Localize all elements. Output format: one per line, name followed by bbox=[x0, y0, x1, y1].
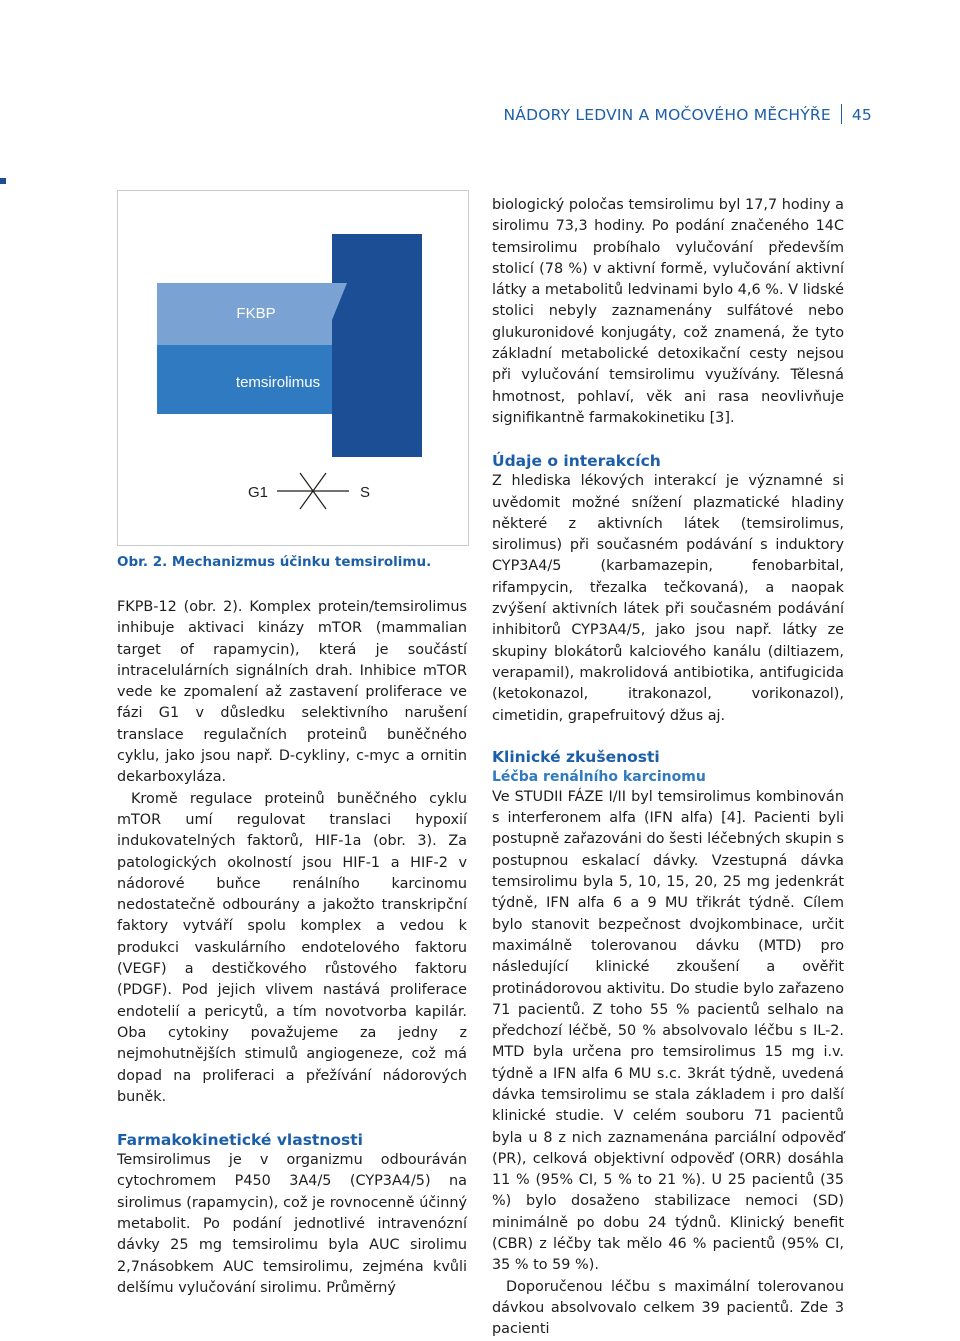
hif-paragraph: Kromě regulace proteinů buněčného cyklu mTOR umí regulovat translaci hypoxií indukovatelných faktorů, HIF-1a (obr. 3). Za patologických okolností jsou HIF-1 a HIF-2 v nádorové buňce renálního karcinomu nedostatečně odbourány a jakožto transkripční faktory vytváří spolu komplex a vedou k produkci vaskulárního endotelového faktoru (VEGF) a destičkového růstového faktoru (PDGF). Pod jejich vlivem nastává proliferace endotelií a pericytů, a tím novotvorba kapilár. Oba cytokiny považujeme za jedny z nejmohutnějších stimulů angiogeneze, což má dopad na proliferaci a přežívání nádorových buněk. bbox=[117, 790, 467, 1105]
drug-label: temsirolimus bbox=[235, 374, 321, 391]
interactions-heading: Údaje o interakcích bbox=[492, 452, 661, 471]
mechanism-diagram bbox=[117, 190, 469, 546]
rcc-subheading: Léčba renálního karcinomu bbox=[492, 768, 706, 785]
right-column bbox=[492, 195, 844, 1341]
g1-label: G1 bbox=[247, 484, 269, 501]
journal-section-title: NÁDORY LEDVIN A MOČOVÉHO MĚCHÝŘE bbox=[503, 106, 831, 124]
clinical-heading: Klinické zkušenosti bbox=[492, 747, 660, 766]
s-label: S bbox=[359, 484, 371, 501]
edge-mark bbox=[0, 178, 6, 184]
header-divider bbox=[841, 104, 842, 124]
left-column bbox=[117, 597, 467, 1299]
pharmacokinetics-paragraph: Temsirolimus je v organizmu odbouráván cytochromem P450 3A4/5 (CYP3A4/5) na sirolimus (rapamycin), což je rovnocenně účinný metabolit. Po podání jednotlivé intravenózní dávky 25 mg temsirolimu byla AUC sirolimu 2,7násobkem AUC temsirolimu, zejména kvůli delšímu vylučování sirolimu. Průměrný bbox=[117, 1152, 467, 1296]
page-number: 45 bbox=[851, 106, 872, 124]
mechanism-paragraph: FKPB-12 (obr. 2). Komplex protein/temsirolimus inhibuje aktivaci kinázy mTOR (mammalian target of rapamycin), která je součástí intracelulárních signálních drah. Inhibice mTOR vede ke zpomalení až zastavení proliferace ve fázi G1 v důsledku selektivního narušení translace regulačních proteinů buněčného cyklu, jako jsou např. D-cykliny, c-myc a ornitin dekarboxyláza. bbox=[117, 599, 467, 786]
running-header bbox=[503, 104, 872, 124]
recommended-dose-paragraph: Doporučenou léčbu s maximální tolerovanou dávkou absolvovalo celkem 39 pacientů. Zde 3 pacienti bbox=[492, 1278, 844, 1338]
fkbp-label: FKBP bbox=[236, 305, 276, 322]
tor-label: TOR bbox=[362, 261, 398, 280]
page-edge-strip bbox=[0, 0, 8, 1329]
interactions-paragraph: Z hlediska lékových interakcí je významné si uvědomit možné snížení plazmatické hladiny některé z aktivních látek (temsirolimus, sirolimus) při současném podávání s induktory CYP3A4/5 (karbamazepin, fenobarbital, rifampycin, třezalka tečkovaná), a naopak zvýšení aktivních látek při současném podávání inhibitorů CYP3A4/5, jako jsou např. látky ze skupiny blokátorů kalciového kanálu (diltiazem, verapamil), makrolidová antibiotika, antifugicida (ketokonazol, itrakonazol, vorikonazol), cimetidin, grapefruitový džus aj. bbox=[492, 473, 844, 724]
half-life-paragraph: biologický poločas temsirolimu byl 17,7 hodiny a sirolimu 73,3 hodiny. Po podání značeného 14C temsirolimu probíhalo vylučování především stolicí (78 %) v aktivní formě, vylučování aktivní látky a metabolitů ledvinami bylo 4,6 %. V lidské stolici nebyly zaznamenány sulfátové nebo glukuronidové konjugáty, což znamená, že tyto základní metabolické detoxikační cesty nejsou při vylučování temsirolimu využívány. Tělesná hmotnost, pohlaví, věk ani rasa neovlivňuje signifikantně farmakokinetiku [3]. bbox=[492, 197, 844, 426]
phase-study-paragraph: Ve STUDII FÁZE I/II byl temsirolimus kombinován s interferonem alfa (IFN alfa) [4]. Pacienti byli postupně zařazováni do šesti léčebných skupin s postupnou eskalací dávky. Vzestupná dávka temsirolimu byla 5, 10, 15, 20, 25 mg jedenkrát týdně, IFN alfa 6 a 9 MU třikrát týdně. Cílem bylo stanovit bezpečnost dvojkombinace, určit maximálně tolerovanou dávku (MTD) pro následující klinické zkoušení a ověřit protinádorovou aktivitu. Do studie bylo zařazeno 71 pacientů. Z toho 55 % pacientů selhalo na předchozí léčbě, 50 % absolvovalo léčbu s IL-2. MTD byla určena pro temsirolimus 15 mg i.v. týdně a IFN alfa 6 MU s.c. 3krát týdně, uvedená dávka temsirolimu se stala základem i pro další klinické studie. V celém souboru 71 pacientů byla u 8 z nich zaznamenána parciální odpověď (PR), celková objektivní odpověď (ORR) dosáhla 11 % (95% CI, 5 % to 21 %). U 25 pacientů (35 %) bylo dosaženo stabilizace nemoci (SD) minimálně po dobu 24 týdnů. Klinický benefit (CBR) z léčby tak mělo 46 % pacientů (95% CI, 35 % to 59 %). bbox=[492, 788, 844, 1274]
pharmacokinetics-heading: Farmakokinetické vlastnosti bbox=[117, 1131, 363, 1150]
figure-caption: Obr. 2. Mechanizmus účinku temsirolimu. bbox=[117, 554, 432, 570]
